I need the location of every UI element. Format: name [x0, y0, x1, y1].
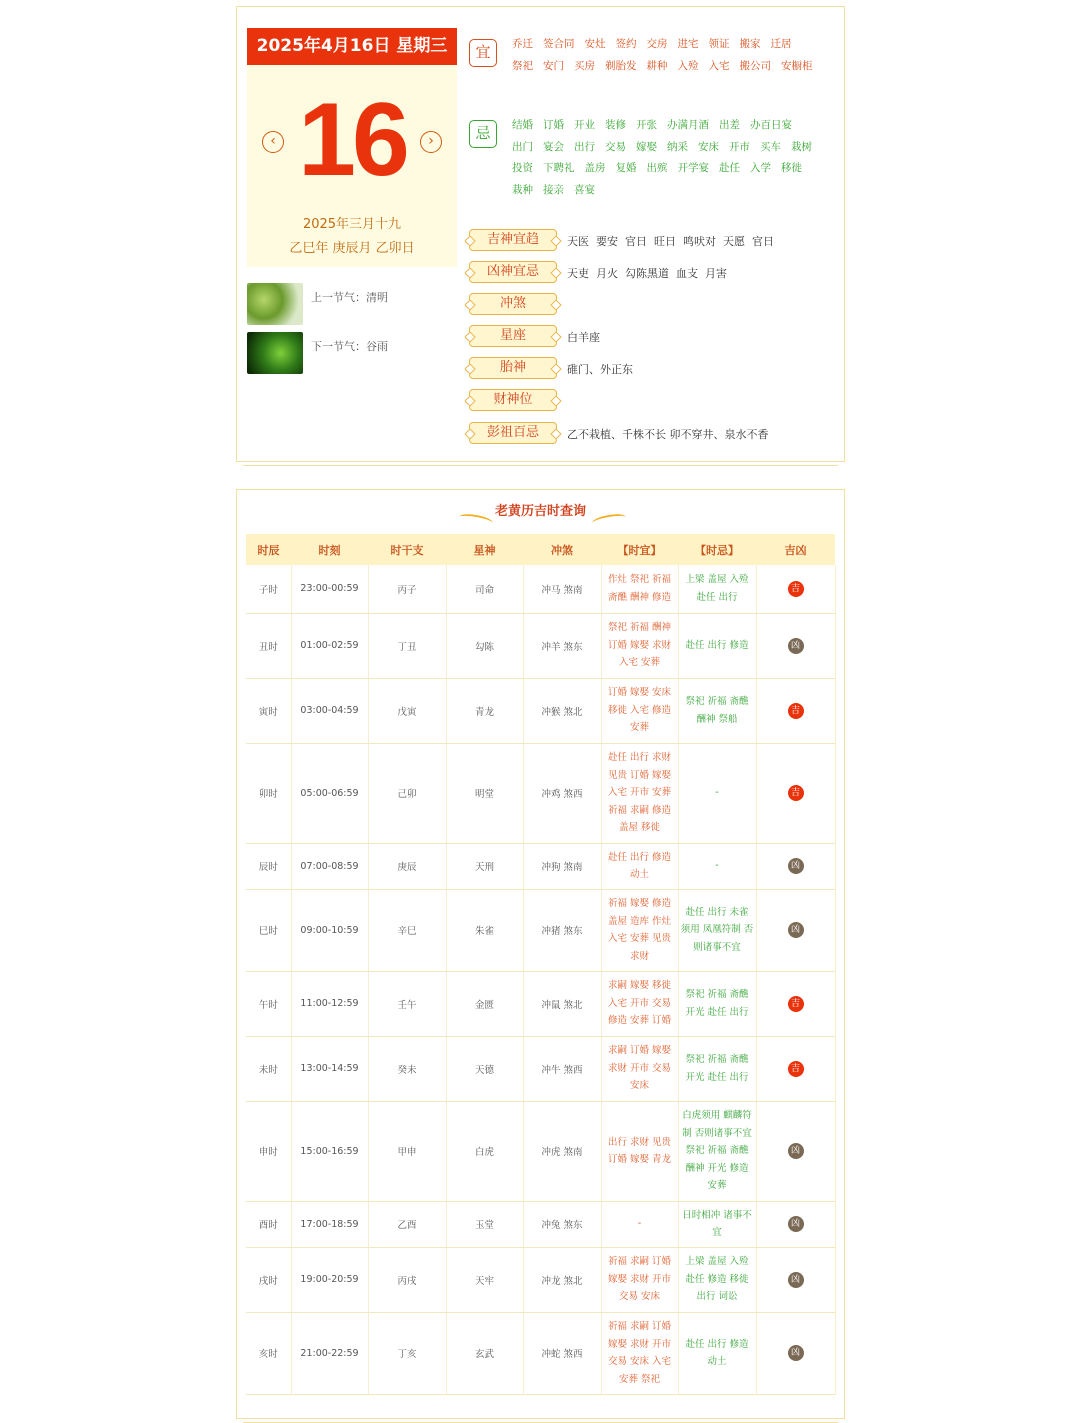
god-label[interactable]: 彭祖百忌: [469, 422, 557, 444]
cell-ganzhi: 丁亥: [368, 1312, 446, 1394]
ji-item[interactable]: 办满月酒: [667, 119, 709, 131]
ji-item[interactable]: 入学: [750, 162, 771, 174]
ji-item[interactable]: 宴会: [543, 140, 564, 153]
cell-time: 07:00-08:59: [291, 843, 368, 889]
god-label[interactable]: 胎神: [469, 357, 557, 379]
cell-star: 勾陈: [446, 613, 523, 678]
hours-title: 老黄历吉时查询: [494, 504, 586, 519]
luck-badge: 凶: [788, 638, 804, 654]
cell-chong: 冲马 煞南: [523, 565, 601, 613]
ji-item[interactable]: 装修: [605, 119, 626, 131]
cell-ji: 日时相冲 诸事不宜: [678, 1201, 756, 1247]
cell-chong: 冲鼠 煞北: [523, 971, 601, 1036]
ji-item[interactable]: 嫁娶: [636, 140, 657, 153]
yi-item[interactable]: 签合同: [543, 38, 575, 50]
day-number: 16: [298, 82, 406, 198]
cell-star: 白虎: [446, 1101, 523, 1201]
cell-shichen: 寅时: [246, 678, 291, 743]
next-day-button[interactable]: [420, 131, 442, 153]
cell-shichen: 辰时: [246, 843, 291, 889]
cell-chong: 冲狗 煞南: [523, 843, 601, 889]
god-row: [469, 422, 839, 446]
cell-shichen: 卯时: [246, 743, 291, 843]
date-header: 2025年4月16日 星期三: [247, 28, 457, 65]
hours-table: [246, 534, 836, 1395]
luck-badge: 吉: [788, 785, 804, 801]
god-values: [567, 265, 734, 281]
cell-yi: 作灶 祭祀 祈福 斋醮 酬神 修造: [601, 565, 678, 613]
god-label[interactable]: 凶神宜忌: [469, 261, 557, 283]
cell-luck: [756, 1312, 835, 1394]
cell-luck: [756, 743, 835, 843]
yi-list: [512, 34, 832, 77]
cell-ganzhi: 癸未: [368, 1036, 446, 1101]
cell-luck: [756, 1101, 835, 1201]
cell-luck: [756, 843, 835, 889]
god-values: [567, 426, 776, 442]
luck-badge: 吉: [788, 996, 804, 1012]
table-row[interactable]: [246, 1036, 835, 1101]
cell-star: 朱雀: [446, 889, 523, 971]
god-value: 血支: [676, 267, 698, 280]
cell-star: 青龙: [446, 678, 523, 743]
ji-item[interactable]: 盖房: [584, 162, 606, 174]
cell-yi: 求嗣 订婚 嫁娶 求财 开市 交易 安床: [601, 1036, 678, 1101]
column-header: 【时宜】: [601, 534, 678, 565]
ji-item[interactable]: 出殡: [646, 162, 668, 174]
cell-ji: 祭祀 祈福 斋醮 酬神 祭船: [678, 678, 756, 743]
god-row: [469, 229, 839, 253]
god-values: [567, 361, 640, 377]
cell-ji: 上梁 盖屋 入殓 赴任 修造 移徙 出行 词讼: [678, 1247, 756, 1312]
cell-luck: [756, 1036, 835, 1101]
cell-ganzhi: 甲申: [368, 1101, 446, 1201]
yi-item[interactable]: 领证: [708, 38, 730, 50]
prev-solar-term-label: 上一节气：清明: [311, 291, 388, 304]
god-row: [469, 325, 839, 349]
cell-luck: [756, 1247, 835, 1312]
cell-time: 11:00-12:59: [291, 971, 368, 1036]
yi-item[interactable]: 乔迁: [512, 38, 533, 50]
god-label[interactable]: 财神位: [469, 389, 557, 411]
cell-ganzhi: 戊寅: [368, 678, 446, 743]
god-label[interactable]: 冲煞: [469, 293, 557, 315]
luck-badge: 吉: [788, 1061, 804, 1077]
god-value: 鸣吠对: [683, 235, 716, 248]
yi-item[interactable]: 入宅: [708, 59, 730, 72]
ji-item[interactable]: 开学宴: [677, 162, 709, 174]
god-row: [469, 357, 839, 381]
ji-item[interactable]: 栽树: [791, 140, 812, 153]
column-header: 【时忌】: [678, 534, 756, 565]
cell-chong: 冲虎 煞南: [523, 1101, 601, 1201]
ji-item[interactable]: 复婚: [615, 162, 637, 174]
cell-star: 金匮: [446, 971, 523, 1036]
cell-ji: 上梁 盖屋 入殓 赴任 出行: [678, 565, 756, 613]
god-value: 白羊座: [567, 331, 600, 344]
next-solar-term-label: 下一节气：谷雨: [311, 340, 388, 353]
god-value: 勾陈黑道: [625, 267, 669, 280]
cell-ganzhi: 己卯: [368, 743, 446, 843]
yi-item[interactable]: 进宅: [677, 38, 699, 50]
god-value: 天医: [567, 235, 589, 248]
column-header: 时辰: [246, 534, 291, 565]
cell-ganzhi: 丙子: [368, 565, 446, 613]
cell-chong: 冲龙 煞北: [523, 1247, 601, 1312]
cell-luck: [756, 678, 835, 743]
cell-luck: [756, 613, 835, 678]
god-values: [567, 329, 607, 345]
cell-luck: [756, 889, 835, 971]
yi-item[interactable]: 交房: [646, 38, 668, 50]
yi-item[interactable]: 安灶: [584, 38, 606, 50]
cell-yi: 祭祀 祈福 酬神 订婚 嫁娶 求财 入宅 安葬: [601, 613, 678, 678]
ji-item[interactable]: 投资: [512, 162, 533, 174]
cell-time: 01:00-02:59: [291, 613, 368, 678]
cell-star: 司命: [446, 565, 523, 613]
table-row[interactable]: [246, 1201, 835, 1247]
ji-item[interactable]: 结婚: [512, 119, 533, 131]
god-value: 月火: [596, 267, 618, 280]
next-solar-term[interactable]: [247, 332, 462, 376]
table-row[interactable]: [246, 1312, 835, 1394]
yi-item[interactable]: 耕种: [646, 59, 668, 72]
cell-chong: 冲羊 煞东: [523, 613, 601, 678]
cell-chong: 冲鸡 煞西: [523, 743, 601, 843]
cell-ji: 白虎须用 麒麟符制 否则诸事不宜 祭祀 祈福 斋醮 酬神 开光 修造 安葬: [678, 1101, 756, 1201]
cell-yi: 祈福 嫁娶 修造 盖屋 造库 作灶 入宅 安葬 见贵 求财: [601, 889, 678, 971]
cell-shichen: 未时: [246, 1036, 291, 1101]
yi-item[interactable]: 安橱柜: [781, 59, 813, 72]
god-values: [567, 233, 781, 249]
cell-ganzhi: 丙戌: [368, 1247, 446, 1312]
hours-card: [236, 489, 845, 1419]
cell-time: 23:00-00:59: [291, 565, 368, 613]
cell-star: 明堂: [446, 743, 523, 843]
table-row[interactable]: [246, 1247, 835, 1312]
cell-time: 13:00-14:59: [291, 1036, 368, 1101]
ji-item[interactable]: 移徙: [781, 162, 802, 174]
cell-time: 19:00-20:59: [291, 1247, 368, 1312]
cell-star: 玄武: [446, 1312, 523, 1394]
cell-time: 03:00-04:59: [291, 678, 368, 743]
table-row[interactable]: [246, 1101, 835, 1201]
ji-item[interactable]: 交易: [605, 140, 626, 153]
cell-ganzhi: 壬午: [368, 971, 446, 1036]
cell-ji: 赴任 出行 修造 动土: [678, 1312, 756, 1394]
luck-badge: 凶: [788, 1143, 804, 1159]
cell-chong: 冲兔 煞东: [523, 1201, 601, 1247]
god-row: [469, 261, 839, 285]
god-value: 天吏: [567, 267, 589, 280]
cell-star: 玉堂: [446, 1201, 523, 1247]
cell-ganzhi: 乙酉: [368, 1201, 446, 1247]
cell-chong: 冲猴 煞北: [523, 678, 601, 743]
cell-luck: [756, 1201, 835, 1247]
cell-yi: 祈福 求嗣 订婚 嫁娶 求财 开市 交易 安床: [601, 1247, 678, 1312]
luck-badge: 凶: [788, 1345, 804, 1361]
luck-badge: 吉: [788, 703, 804, 719]
table-row[interactable]: [246, 843, 835, 889]
cell-time: 15:00-16:59: [291, 1101, 368, 1201]
prev-solar-term[interactable]: [247, 283, 462, 327]
ji-item[interactable]: 栽种: [512, 183, 533, 196]
god-value: 要安: [596, 235, 618, 248]
ji-item[interactable]: 出门: [512, 140, 533, 153]
cell-ji: -: [678, 743, 756, 843]
cell-shichen: 戌时: [246, 1247, 291, 1312]
yi-item[interactable]: 剃胎发: [605, 59, 637, 72]
ji-item[interactable]: 开市: [729, 140, 750, 153]
yi-item[interactable]: 入殓: [677, 59, 699, 72]
cell-luck: [756, 565, 835, 613]
cell-yi: 祈福 求嗣 订婚 嫁娶 求财 开市 交易 安床 入宅 安葬 祭祀: [601, 1312, 678, 1394]
column-header: 星神: [446, 534, 523, 565]
yi-item[interactable]: 搬公司: [739, 59, 771, 72]
ji-item[interactable]: 接亲: [543, 183, 564, 196]
hours-title-wrap: [237, 500, 844, 519]
cell-chong: 冲猪 煞东: [523, 889, 601, 971]
lunar-ganzhi: 乙巳年 庚辰月 乙卯日: [289, 241, 415, 256]
yi-item[interactable]: 迁居: [770, 38, 792, 50]
table-row[interactable]: [246, 971, 835, 1036]
chevron-right-icon: ›: [428, 133, 434, 149]
ji-item[interactable]: 出差: [719, 119, 740, 131]
yi-item[interactable]: 买房: [574, 59, 595, 72]
god-value: 官日: [625, 235, 647, 248]
god-value: 天愿: [723, 235, 745, 248]
ji-item[interactable]: 办百日宴: [750, 119, 792, 131]
cell-shichen: 巳时: [246, 889, 291, 971]
cell-ji: 祭祀 祈福 斋醮 开光 赴任 出行: [678, 971, 756, 1036]
ji-item[interactable]: 订婚: [543, 119, 564, 131]
cell-yi: 赴任 出行 求财 见贵 订婚 嫁娶 入宅 开市 安葬 祈福 求嗣 修造 盖屋 移徙: [601, 743, 678, 843]
cell-ji: 赴任 出行 修造: [678, 613, 756, 678]
yi-item[interactable]: 安门: [543, 59, 564, 72]
god-row: [469, 389, 839, 413]
cell-shichen: 亥时: [246, 1312, 291, 1394]
table-row[interactable]: [246, 743, 835, 843]
god-row: [469, 293, 839, 317]
cell-star: 天刑: [446, 843, 523, 889]
day-panel: [247, 65, 457, 267]
god-value: 碓门、外正东: [567, 363, 633, 376]
luck-badge: 凶: [788, 922, 804, 938]
table-row[interactable]: [246, 565, 835, 613]
ji-list: [512, 115, 832, 201]
cell-chong: 冲蛇 煞西: [523, 1312, 601, 1394]
cell-time: 09:00-10:59: [291, 889, 368, 971]
cell-ganzhi: 庚辰: [368, 843, 446, 889]
cell-ji: 祭祀 祈福 斋醮 开光 赴任 出行: [678, 1036, 756, 1101]
luck-badge: 凶: [788, 858, 804, 874]
god-value: 乙不栽植、千株不长 卯不穿井、泉水不香: [567, 428, 769, 441]
cell-ganzhi: 丁丑: [368, 613, 446, 678]
table-row[interactable]: [246, 889, 835, 971]
luck-badge: 凶: [788, 1272, 804, 1288]
swoosh-left-decoration: [458, 512, 493, 528]
cell-shichen: 子时: [246, 565, 291, 613]
cell-shichen: 酉时: [246, 1201, 291, 1247]
cell-time: 17:00-18:59: [291, 1201, 368, 1247]
luck-badge: 凶: [788, 1216, 804, 1232]
lunar-date: 2025年三月十九: [302, 217, 402, 232]
calendar-card: [236, 6, 845, 462]
yi-item[interactable]: 搬家: [739, 38, 761, 50]
cell-shichen: 申时: [246, 1101, 291, 1201]
cell-yi: 出行 求财 见贵 订婚 嫁娶 青龙: [601, 1101, 678, 1201]
yi-item[interactable]: 祭祀: [512, 59, 533, 72]
cell-yi: -: [601, 1201, 678, 1247]
cell-yi: 订婚 嫁娶 安床 移徙 入宅 修造 安葬: [601, 678, 678, 743]
ji-item[interactable]: 出行: [574, 140, 595, 153]
ji-item[interactable]: 买车: [760, 140, 781, 153]
god-value: 旺日: [654, 235, 676, 248]
cell-ji: -: [678, 843, 756, 889]
yi-badge: 宜: [469, 39, 497, 67]
ji-item[interactable]: 赴任: [719, 162, 740, 174]
god-value: 官日: [752, 235, 774, 248]
table-row[interactable]: [246, 678, 835, 743]
luck-badge: 吉: [788, 581, 804, 597]
ji-item[interactable]: 喜宴: [574, 183, 595, 196]
chevron-left-icon: ‹: [270, 133, 276, 149]
cell-ji: 赴任 出行 未雀 须用 凤凰符制 否则诸事不宜: [678, 889, 756, 971]
cell-ganzhi: 辛巳: [368, 889, 446, 971]
column-header: 时干支: [368, 534, 446, 565]
yi-item[interactable]: 签约: [615, 38, 637, 50]
god-value: 月害: [705, 267, 727, 280]
table-row[interactable]: [246, 613, 835, 678]
ji-item[interactable]: 下聘礼: [543, 162, 575, 174]
solar-term-image: [247, 283, 303, 325]
cell-star: 天德: [446, 1036, 523, 1101]
cell-time: 21:00-22:59: [291, 1312, 368, 1394]
column-header: 吉凶: [756, 534, 835, 565]
column-header: 时刻: [291, 534, 368, 565]
god-label[interactable]: 星座: [469, 325, 557, 347]
cell-luck: [756, 971, 835, 1036]
ji-item[interactable]: 安床: [698, 140, 719, 153]
column-header: 冲煞: [523, 534, 601, 565]
cell-shichen: 午时: [246, 971, 291, 1036]
ji-item[interactable]: 开业: [574, 119, 595, 131]
ji-item[interactable]: 纳采: [667, 140, 688, 153]
cell-chong: 冲牛 煞西: [523, 1036, 601, 1101]
cell-star: 天牢: [446, 1247, 523, 1312]
ji-item[interactable]: 开张: [636, 119, 657, 131]
ji-badge: 忌: [469, 120, 497, 148]
cell-yi: 求嗣 嫁娶 移徙 入宅 开市 交易 修造 安葬 订婚: [601, 971, 678, 1036]
god-label[interactable]: 吉神宜趋: [469, 229, 557, 251]
solar-term-image: [247, 332, 303, 374]
swoosh-right-decoration: [591, 512, 626, 528]
cell-time: 05:00-06:59: [291, 743, 368, 843]
cell-yi: 赴任 出行 修造 动土: [601, 843, 678, 889]
cell-shichen: 丑时: [246, 613, 291, 678]
